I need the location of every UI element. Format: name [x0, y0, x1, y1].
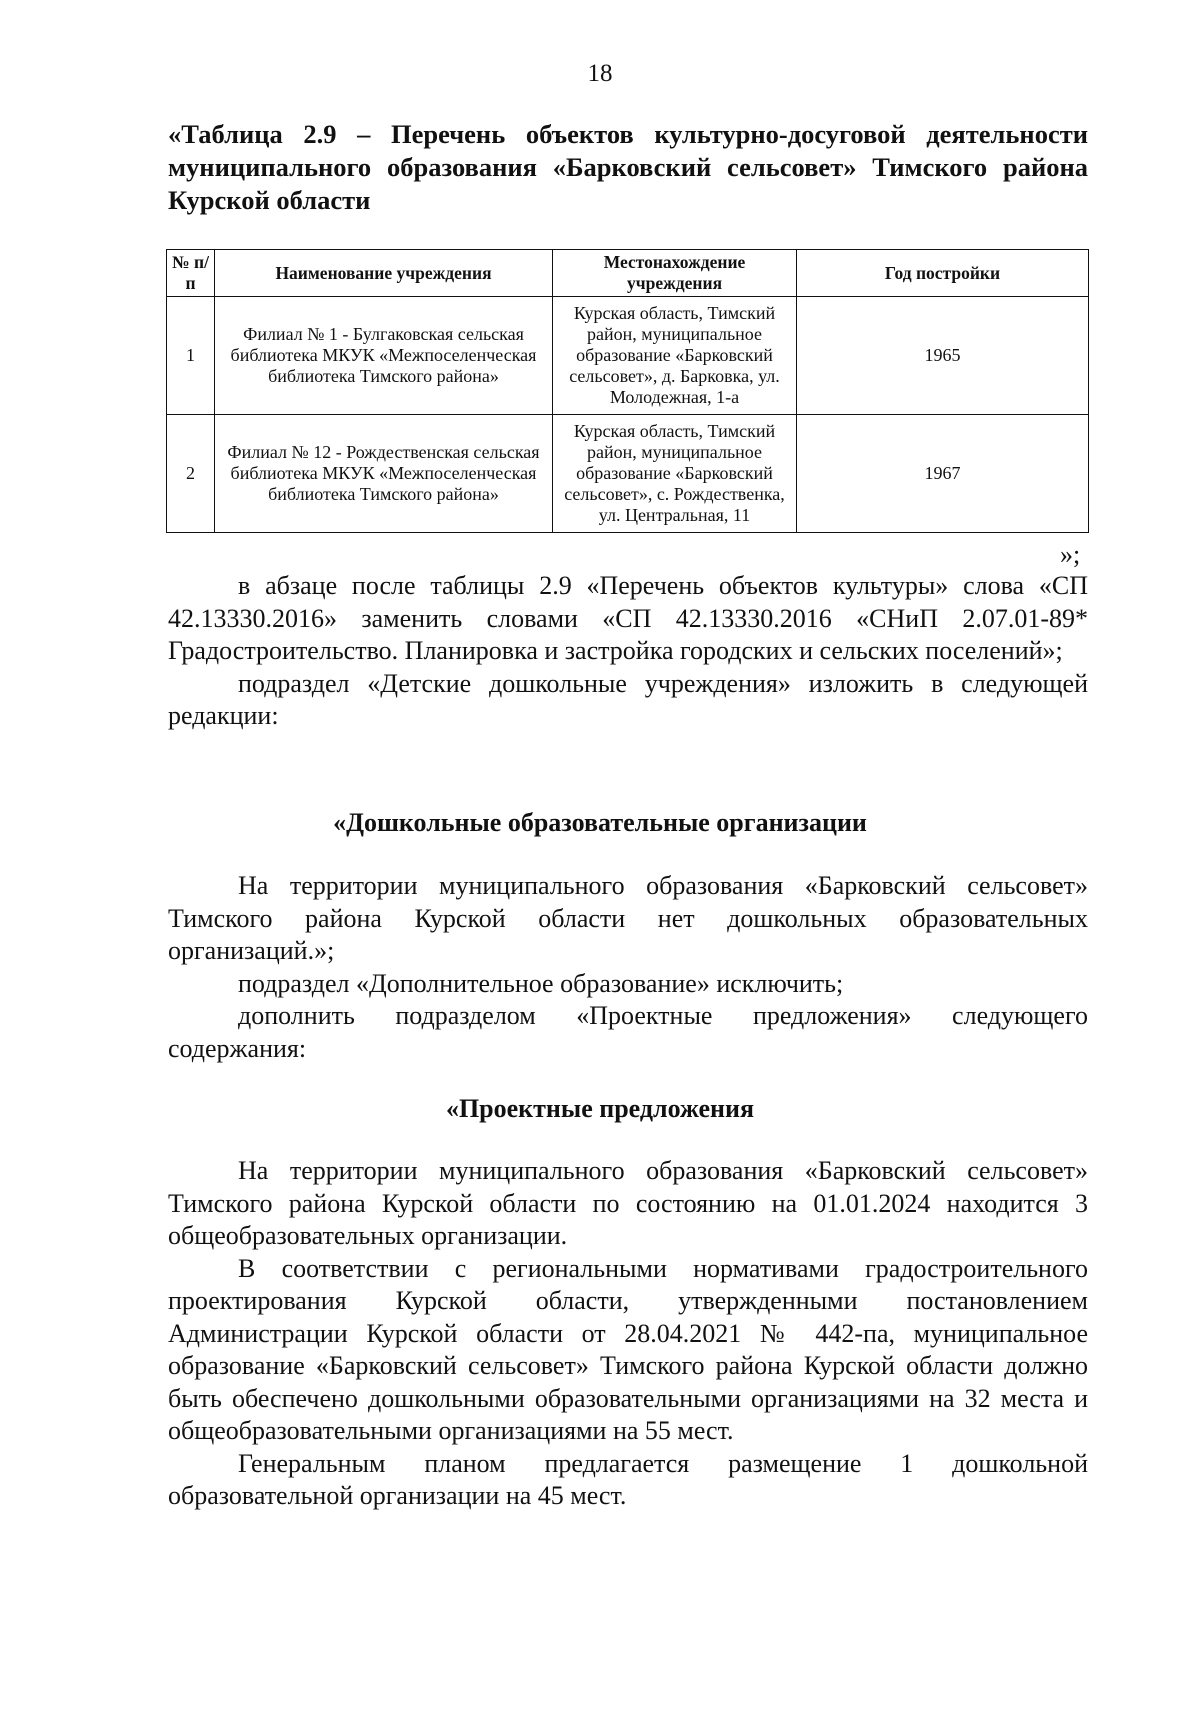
cell-number: 1 — [167, 297, 215, 415]
paragraph-general-plan: Генеральным планом предлагается размещение 1 дошкольной образовательной организации на 45 мест. — [168, 1448, 1088, 1510]
paragraph-add-subsection: дополнить подразделом «Проектные предложения» следующего содержания: — [168, 1001, 1088, 1063]
paragraph-replace-sp: в абзаце после таблицы 2.9 «Перечень объектов культуры» слова «СП 42.13330.2016» заменить словами «СП 42.13330.2016 «СНиП 2.07.01-89* Градостроительство. Планировка и застройка городских и сельских поселений»; — [168, 571, 1088, 665]
page-number: 18 — [587, 60, 613, 87]
paragraph-schools-count: На территории муниципального образования «Барковский сельсовет» Тимского района Курской области по состоянию на 01.01.2024 находится 3 общеобразовательных организации. — [168, 1156, 1088, 1250]
closing-quote: »; — [1060, 540, 1081, 569]
table-row — [167, 297, 1089, 415]
header-name: Наименование учреждения — [215, 250, 553, 297]
cell-location: Курская область, Тимский район, муниципальное образование «Барковский сельсовет», с. Рождественка, ул. Центральная, 11 — [553, 415, 797, 533]
paragraph-regional-norms: В соответствии с региональными нормативами градостроительного проектирования Курской области, утвержденными постановлением Администрации Курской области от 28.04.2021 № 442-па, муниципальное образование «Барковский сельсовет» Тимского района Курской области должно быть обеспечено дошкольными образовательными организациями на 32 места и общеобразовательными организациями на 55 мест. — [168, 1253, 1088, 1445]
heading-preschool: «Дошкольные образовательные организации — [333, 808, 867, 837]
paragraph-subsection-edit: подраздел «Детские дошкольные учреждения» изложить в следующей редакции: — [168, 668, 1088, 730]
cell-location: Курская область, Тимский район, муниципальное образование «Барковский сельсовет», д. Барковка, ул. Молодежная, 1-а — [553, 297, 797, 415]
amendment-block-2 — [168, 870, 1088, 1065]
heading-proposals: «Проектные предложения — [445, 1094, 755, 1123]
paragraph-exclude: подраздел «Дополнительное образование» исключить; — [238, 968, 844, 998]
paragraph-no-preschool: На территории муниципального образования «Барковский сельсовет» Тимского района Курской области нет дошкольных образовательных организаций.»; — [168, 871, 1088, 965]
header-location: Местонахождение учреждения — [553, 250, 797, 297]
table-title: «Таблица 2.9 – Перечень объектов культурно-досуговой деятельности муниципального образования «Барковский сельсовет» Тимского района Курской области — [168, 119, 1088, 215]
cell-name: Филиал № 12 - Рождественская сельская библиотека МКУК «Межпоселенческая библиотека Тимского района» — [215, 415, 553, 533]
cell-year: 1967 — [797, 415, 1089, 533]
cell-year: 1965 — [797, 297, 1089, 415]
table-row — [167, 415, 1089, 533]
header-number: № п/п — [167, 250, 215, 297]
amendment-block-1 — [168, 570, 1088, 733]
cell-number: 2 — [167, 415, 215, 533]
cell-name: Филиал № 1 - Булгаковская сельская библиотека МКУК «Межпоселенческая библиотека Тимского района» — [215, 297, 553, 415]
header-year: Год постройки — [797, 250, 1089, 297]
table-header-row — [167, 250, 1089, 297]
amendment-block-3 — [168, 1155, 1088, 1513]
objects-table — [166, 249, 1089, 533]
